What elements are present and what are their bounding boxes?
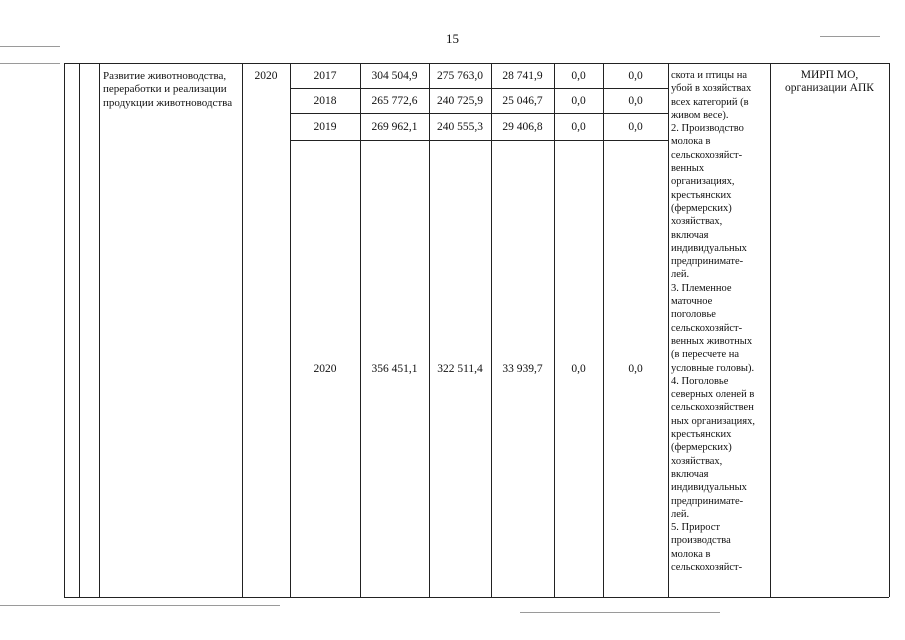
funding-cell: 240 555,3	[437, 121, 483, 133]
col-border	[360, 63, 361, 597]
page-number: 15	[446, 31, 459, 46]
total-cell: 304 504,9	[371, 70, 418, 82]
funding-cell: 0,0	[571, 363, 586, 375]
year-cell: 2017	[313, 70, 337, 82]
funding-cell: 0,0	[571, 95, 586, 107]
funding-cell: 0,0	[628, 363, 643, 375]
table-bottom-border	[64, 597, 889, 598]
funding-cell: 0,0	[571, 121, 586, 133]
funding-cell: 240 725,9	[437, 95, 483, 107]
funding-cell: 29 406,8	[502, 121, 543, 133]
col-border	[668, 63, 669, 597]
scan-speck	[0, 605, 280, 606]
year-cell: 2020	[313, 363, 337, 375]
col-border	[429, 63, 430, 597]
col-border	[64, 63, 65, 597]
col-border	[79, 63, 80, 597]
row-divider	[290, 88, 668, 89]
funding-cell: 322 511,4	[437, 363, 483, 375]
col-border	[290, 63, 291, 597]
funding-cell: 0,0	[628, 121, 643, 133]
indicators-text: скота и птицы на убой в хозяйствах всех категорий (в живом весе). 2. Производство молока в сельскохозяйст- венных организациях, крестьянских (фермерских) хозяйствах, включая индивидуальных предпринимате- лей. 3. Племенное маточное поголовье сельскохозяйст- венных животных (в пересчете на условные головы). 4. Поголовье северных оленей в сельскохозяйствен ных организациях, крестьянских (фермерских) хозяйствах, включая индивидуальных предпринимате- лей. 5. Прирост производства молока в сельскохозяйст-	[671, 70, 756, 573]
funding-cell: 0,0	[628, 70, 643, 82]
year-cell: 2018	[313, 95, 337, 107]
activity-period: 2020	[254, 70, 278, 82]
scan-speck	[0, 63, 60, 64]
scan-speck	[0, 46, 60, 47]
funding-cell: 25 046,7	[502, 95, 543, 107]
row-divider	[290, 113, 668, 114]
col-border	[242, 63, 243, 597]
activity-name: Развитие животноводства, переработки и реализации продукции животноводства	[103, 70, 233, 109]
executor-text: МИРП МО, организации АПК	[785, 69, 874, 95]
year-cell: 2019	[313, 121, 337, 133]
funding-cell: 0,0	[571, 70, 586, 82]
total-cell: 265 772,6	[371, 95, 418, 107]
funding-cell: 275 763,0	[437, 70, 483, 82]
col-border	[554, 63, 555, 597]
total-cell: 356 451,1	[371, 363, 418, 375]
col-border	[99, 63, 100, 597]
funding-cell: 28 741,9	[502, 70, 543, 82]
total-cell: 269 962,1	[371, 121, 418, 133]
col-border	[491, 63, 492, 597]
col-border	[603, 63, 604, 597]
col-border	[770, 63, 771, 597]
table-top-border	[64, 63, 889, 64]
col-border	[889, 63, 890, 597]
scan-speck	[520, 612, 720, 613]
scan-speck	[820, 36, 880, 37]
funding-cell: 0,0	[628, 95, 643, 107]
funding-cell: 33 939,7	[502, 363, 543, 375]
row-divider	[290, 140, 668, 141]
